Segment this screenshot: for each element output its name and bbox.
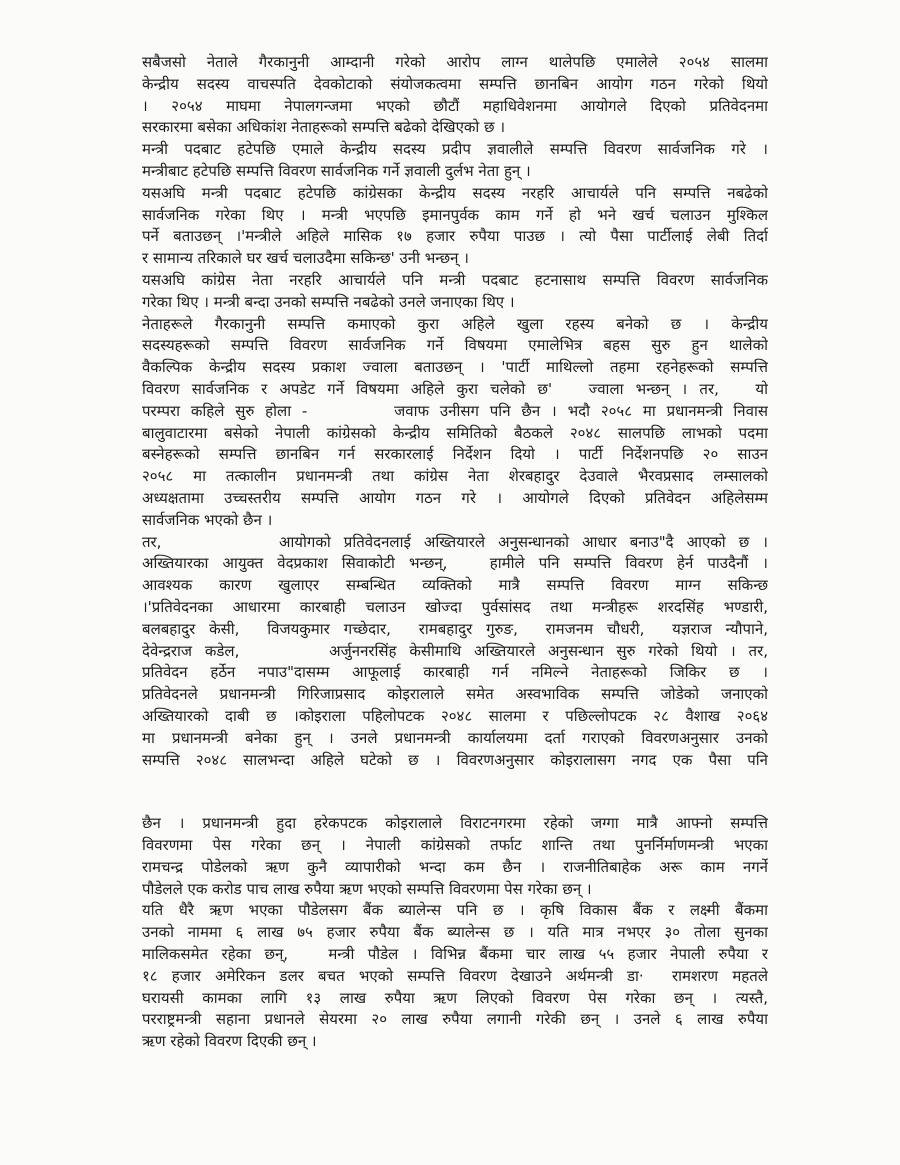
text-line: यसअघि कांग्रेस नेता नरहरि आचार्यले पनि मन्त्री पदबाट हटनासाथ सम्पत्ति विवरण सार्वजनिक bbox=[142, 270, 768, 289]
text-line: वैकल्पिक केन्द्रीय सदस्य प्रकाश ज्वाला बताउछन् । 'पार्टी माथिल्लो तहमा रहनेहरूको सम्पत्ति bbox=[142, 358, 768, 377]
text-line: छैन । प्रधानमन्त्री हुदा हरेकपटक कोइरालाले विराटनगरमा रहेको जग्गा मात्रै आफ्नो सम्पत्ति bbox=[142, 814, 768, 833]
text-line: परराष्ट्रमन्त्री सहाना प्रधानले सेयरमा २० लाख रुपैया लगानी गरेकी छन् । उनले ६ लाख रुपैया bbox=[142, 1010, 768, 1029]
text-line: यसअघि मन्त्री पदबाट हटेपछि कांग्रेसका केन्द्रीय सदस्य नरहरि आचार्यले पनि सम्पत्ति नबढेको bbox=[142, 183, 768, 202]
text-line: देवेन्द्रराज कडेल, अर्जुननरसिंह केसीमाथि अख्तियारले अनुसन्धान सुरु गरेको थियो । तर, bbox=[142, 641, 768, 660]
text-line: सम्पत्ति २०४८ सालभन्दा अहिले घटेको छ । विवरणअनुसार कोइरालासग नगद एक पैसा पनि bbox=[142, 750, 768, 769]
text-line: बलबहादुर केसी, विजयकुमार गच्छेदार, रामबहादुर गुरुङ, रामजनम चौधरी, यज्ञराज न्यौपाने, bbox=[142, 619, 768, 638]
text-line: विवरणमा पेस गरेका छन् । नेपाली कांग्रेसको तर्फाट शान्ति तथा पुनर्निर्माणमन्त्री भएका bbox=[142, 836, 768, 855]
text-line: ऋण रहेको विवरण दिएकी छन् । bbox=[142, 1032, 317, 1051]
text-line: परम्परा कहिले सुरु होला - जवाफ उनीसग पनि छैन । भदौ २०५८ मा प्रधानमन्त्री निवास bbox=[142, 401, 768, 420]
text-line: १८ हजार अमेरिकन डलर बचत भएको सम्पत्ति विवरण देखाउने अर्थमन्त्री डा· रामशरण महतले bbox=[142, 966, 768, 985]
text-line: मन्त्रीबाट हटेपछि सम्पत्ति विवरण सार्वजनिक गर्ने ज्ञवाली दुर्लभ नेता हुन् । bbox=[142, 161, 531, 180]
text-line: मा प्रधानमन्त्री बनेका हुन् । उनले प्रधानमन्त्री कार्यालयमा दर्ता गराएको विवरणअनुसार उनको bbox=[142, 728, 768, 747]
text-line: । २०५४ माघमा नेपालगन्जमा भएको छौटौं महाधिवेशनमा आयोगले दिएको प्रतिवेदनमा bbox=[142, 96, 768, 115]
text-line: सदस्यहरूको सम्पत्ति विवरण सार्वजनिक गर्ने विषयमा एमालेभित्र बहस सुरु हुन थालेको bbox=[142, 336, 768, 355]
text-line: सार्वजनिक गरेका थिए । मन्त्री भएपछि इमानपुर्वक काम गर्ने हो भने खर्च चलाउन मुश्किल bbox=[142, 205, 768, 224]
text-line: विवरण सार्वजनिक र अपडेट गर्ने विषयमा अहिले कुरा चलेको छ' ज्वाला भन्छन् । तर, यो bbox=[142, 379, 768, 398]
text-line: बस्नेहरूको सम्पत्ति छानबिन गर्न सरकारलाई निर्देशन दियो । पार्टी निर्देशनपछि २० साउन bbox=[142, 445, 768, 464]
text-line: सबैजसो नेताले गैरकानुनी आम्दानी गरेको आरोप लाग्न थालेपछि एमालेले २०५४ सालमा bbox=[142, 53, 768, 71]
text-line: घरायसी कामका लागि १३ लाख रुपैया ऋण लिएको विवरण पेस गरेका छन् । त्यस्तै, bbox=[142, 988, 768, 1007]
text-line: ।'प्रतिवेदनका आधारमा कारबाही चलाउन खोज्दा पुर्वसांसद तथा मन्त्रीहरू शरदसिंह भण्डारी, bbox=[142, 597, 768, 616]
paragraph-block-1 bbox=[142, 52, 768, 771]
text-line: प्रतिवेदन हर्ठेन नपाउ"दासम्म आफूलाई कारबाही गर्न नमिल्ने नेताहरूको जिकिर छ । bbox=[142, 663, 768, 682]
text-line: केन्द्रीय सदस्य वाचस्पति देवकोटाको संयोजकत्वमा सम्पत्ति छानबिन आयोग गठन गरेको थियो bbox=[142, 74, 768, 93]
text-line: यति धैरै ऋण भएका पौडेलसग बैंक ब्यालेन्स पनि छ । कृषि विकास बैंक र लक्ष्मी बैंकमा bbox=[142, 901, 768, 920]
text-line: सरकारमा बसेका अधिकांश नेताहरूको सम्पत्ति बढेको देखिएको छ । bbox=[142, 118, 506, 137]
text-line: र सामान्य तरिकाले घर खर्च चलाउदैमा सकिन्छ' उनी भन्छन् । bbox=[142, 249, 469, 268]
text-line: अख्तियारको दाबी छ ।कोइराला पहिलोपटक २०४८ सालमा र पछिल्लोपटक २८ वैशाख २०६४ bbox=[142, 706, 768, 725]
text-line: नेताहरूले गैरकानुनी सम्पत्ति कमाएको कुरा अहिले खुला रहस्य बनेको छ । केन्द्रीय bbox=[142, 314, 768, 333]
text-line: २०५८ मा तत्कालीन प्रधानमन्त्री तथा कांग्रेस नेता शेरबहादुर देउवाले भैरवप्रसाद लम्सालको bbox=[142, 467, 768, 486]
text-line: तर, आयोगको प्रतिवेदनलाई अख्तियारले अनुसन्धानको आधार बनाउ"दै आएको छ । bbox=[142, 532, 768, 551]
text-line: पर्ने बताउछन् ।'मन्त्रीले अहिले मासिक १७ हजार रुपैया पाउछ । त्यो पैसा पार्टीलाई लेबी तिर्दा bbox=[142, 227, 768, 246]
document-text-column bbox=[142, 52, 768, 1053]
text-line: अध्यक्षतामा उच्चस्तरीय सम्पत्ति आयोग गठन गरे । आयोगले दिएको प्रतिवेदन अहिलेसम्म bbox=[142, 488, 768, 507]
text-line: अख्तियारका आयुक्त वेदप्रकाश सिवाकोटी भन्छन्, हामीले पनि सम्पत्ति विवरण हेर्न पाउदैनौं । bbox=[142, 554, 768, 573]
text-line: प्रतिवेदनले प्रधानमन्त्री गिरिजाप्रसाद कोइरालाले समेत अस्वभाविक सम्पत्ति जोडेको जनाएको bbox=[142, 685, 768, 704]
paragraph-block-2 bbox=[142, 813, 768, 1053]
text-line: आवश्यक कारण खुलाएर सम्बन्धित व्यक्तिको मात्रै सम्पत्ति विवरण माग्न सकिन्छ bbox=[142, 576, 768, 595]
text-line: रामचन्द्र पोडेलको ऋण कुनै व्यापारीको भन्दा कम छैन । राजनीतिबाहेक अरू काम नगर्ने bbox=[142, 857, 768, 876]
text-line: उनको नाममा ६ लाख ७५ हजार रुपैया बैंक ब्यालेन्स छ । यति मात्र नभएर ३० तोला सुनका bbox=[142, 923, 768, 942]
text-line: मालिकसमेत रहेका छन्, मन्त्री पौडेल । विभिन्न बैंकमा चार लाख ५५ हजार नेपाली रुपैया र bbox=[142, 945, 768, 964]
text-line: बालुवाटारमा बसेको नेपाली कांग्रेसको केन्द्रीय समितिको बैठकले २०४८ सालपछि लाभको पदमा bbox=[142, 423, 768, 442]
text-line: मन्त्री पदबाट हटेपछि एमाले केन्द्रीय सदस्य प्रदीप ज्ञवालीले सम्पत्ति विवरण सार्वजनिक गरे । bbox=[142, 140, 768, 159]
text-line: सार्वजनिक भएको छैन । bbox=[142, 510, 273, 529]
text-line: गरेका थिए । मन्त्री बन्दा उनको सम्पत्ति नबढेको उनले जनाएका थिए । bbox=[142, 292, 515, 311]
text-line: पौडेलले एक करोड पाच लाख रुपैया ऋण भएको सम्पत्ति विवरणमा पेस गरेका छन् । bbox=[142, 879, 592, 898]
